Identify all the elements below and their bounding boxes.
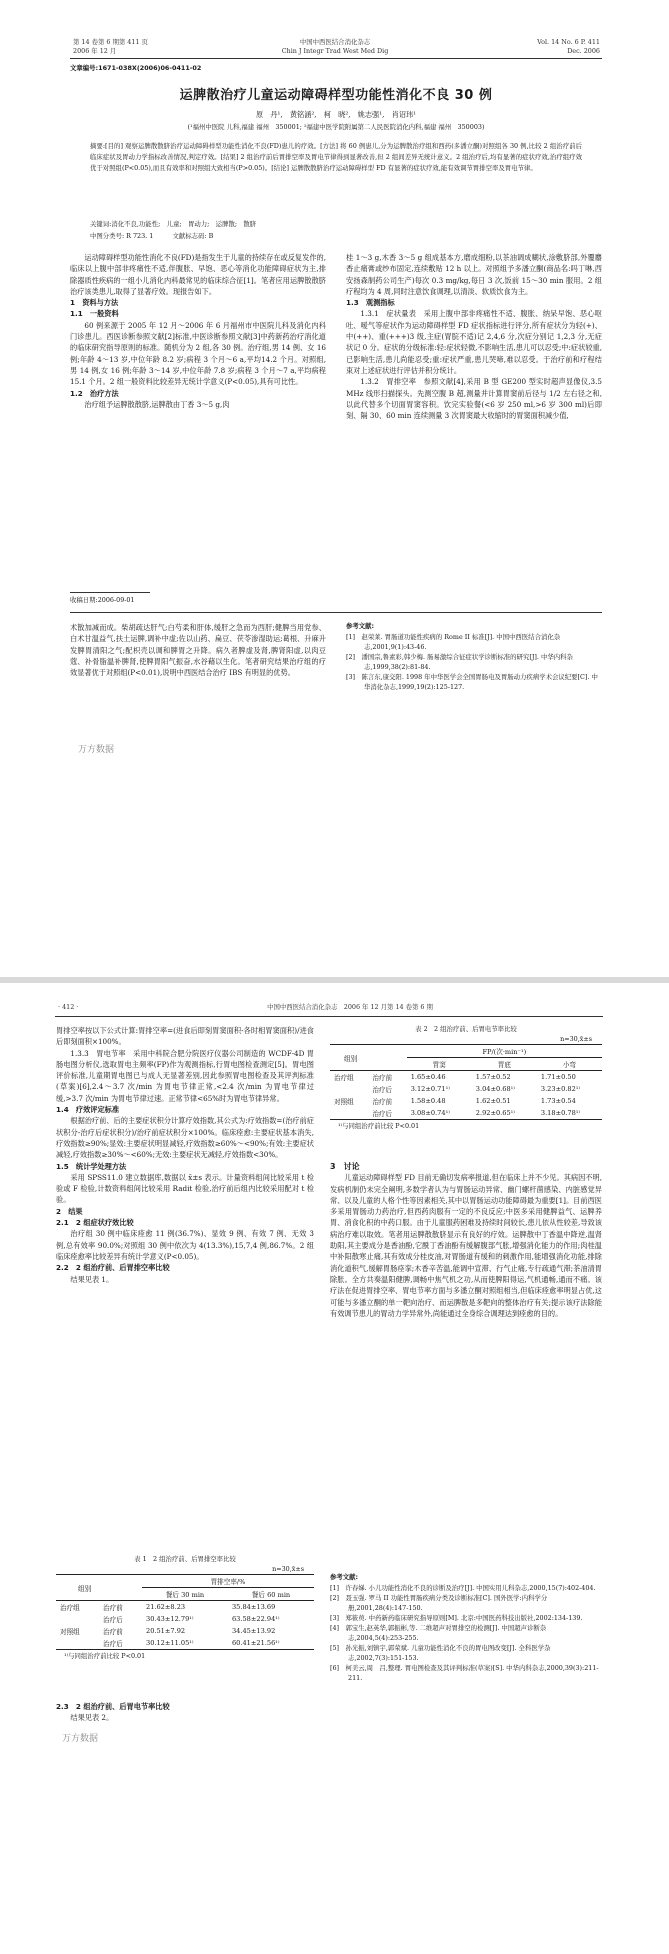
reference-item: [6] 柯美云,周 吕,整理. 胃电图检查及其评判标准(草案)[S]. 中华内科杂志,2000,39(3):211-211. [330,1663,599,1682]
reference-item: [3] 郑筱萸. 中药新药临床研究指导原则[M]. 北京:中国医药科技出版社,2002:134-139. [330,1613,583,1622]
page-divider [70,612,602,613]
table-cell: 30.12±11.05¹⁾ [146,1639,194,1648]
footnote-rule [70,592,150,593]
treatment-continued: 桂 1～3 g,木香 3～5 g 组成基本方,磨成细粉,以茶油调成糊状,涂敷脐部,外覆麝香止痛膏或纱布固定,连续敷贴 12 h 以上。对照组予多潘立酮(商品名:吗丁啉,西安扬森制药公司生产)每次 0.3 mg/kg,每日 3 次,饭前 15～30 min 服用。2 组疗程均为 4 周,同时注意饮食调理,以清淡、软质饮食为主。 [346,253,602,296]
table-cell: 3.04±0.68¹⁾ [475,1085,515,1094]
watermark: 万方数据 [62,1734,99,1744]
section-heading: 3 讨论 [330,1162,360,1171]
table-cell: 治疗后 [372,1110,393,1119]
table-subcaption: n=30,x̄±s [560,1034,592,1043]
gastric-rhythm-paragraph: 1.3.3 胃电节率 采用中科院合肥分院医疗仪器公司制造的 WCDF-4D 胃肠电图分析仪,选取胃电主频率(FP)作为观测指标,行胃电图检查测定[5]。胃电图评价标准,儿童期胃电图已与成人无显著差别,因此参照胃电图检查及其评判标准(草案)[6],2.4～3.7 次/min 为胃电节律正常,<2.4 次/min 为胃电节律过缓,>3.7 次/min 为胃电节律过速。正常节律<65%时为胃电节律异常。 [56,1048,314,1103]
left-column [70,252,326,410]
statistics-paragraph: 采用 SPSS11.0 建立数据库,数据以 x̄±s 表示。计量资料组间比较采用 t 检验或 F 检验,计数资料组间比较采用 Radit 检验,治疗前后组内比较采用配对 t 检验。 [56,1172,314,1205]
authors: 原 丹¹, 黄铭涵², 柯 晓², 姚志强¹, 肖诏玮¹ [255,110,417,119]
subsection-heading: 1.5 统计学处理方法 [56,1161,127,1171]
table-cell: 3.08±0.74¹⁾ [410,1109,450,1118]
table-cell [56,1637,99,1650]
table-caption: 表 1 2 组治疗前、后胃排空率比较 [134,1555,236,1563]
table-caption: 表 2 2 组治疗前、后胃电节率比较 [415,1025,517,1033]
subsection-heading: 1.4 疗效评定标准 [56,1105,120,1115]
table-cell: 1.58±0.48 [410,1097,446,1106]
table-header-main: 胃排空率/% [142,1575,314,1588]
affiliations: (¹福州中医院 儿科,福建 福州 350001; ²福建中医学院附属第二人民医院消化内科,福建 福州 350003) [187,123,485,131]
header-rule [55,1016,603,1017]
table-1 [56,1555,314,1662]
journal-name-en: Chin J Integr Trad West Med Dig [281,46,389,55]
table-header-col: 餐后 60 min [251,1591,291,1600]
table-row [330,1107,602,1120]
subsection-heading: 2.1 2 组症状疗效比较 [56,1218,134,1228]
table-cell: 21.62±8.23 [146,1603,186,1612]
header-date-en: Dec. 2006 [567,46,600,55]
table-cell: 1.65±0.46 [410,1073,446,1082]
table-cell: 3.18±0.78¹⁾ [540,1109,581,1118]
header-left [73,38,148,55]
table-cell [56,1613,99,1625]
table-header-col: 餐后 30 min [165,1591,205,1600]
section-heading: 2 结果 [56,1206,83,1216]
table-header-group: 组别 [56,1575,142,1601]
table-header-main: FP/(次·min⁻¹) [407,1045,602,1058]
table-cell: 治疗后 [103,1616,123,1625]
table-row [56,1625,314,1637]
gastric-emptying-paragraph: 1.3.2 胃排空率 参照文献[4],采用 B 型 GE200 型实时超声显像仪,3.5 MHz 线形扫描探头。先测空腹 B 超,测量并计算胃窦前后径与 1/2 左右径之和,以此代替多个切面胃窦容积。饮完实验餐(<6 岁 250 ml,>6 岁 300 ml)后即刻、隔 30、60 min 连续测量 3 次胃窦最大收缩时的胃窦面积减少值, [346,377,602,421]
left-column-bottom [56,1701,314,1724]
table-cell [330,1083,368,1095]
table-cell: 30.43±12.79¹⁾ [146,1615,194,1624]
reference-item: [1] 赵荣莱. 胃肠道功能性疾病的 Rome II 标准[J]. 中国中西医结合消化杂志,2001,9(1):43-46. [346,632,561,651]
efficacy-paragraph: 治疗组 30 例中临床痊愈 11 例(36.7%)、显效 9 例、有效 7 例、无效 3 例,总有效率 90.0%;对照组 30 例中依次为 4(13.3%),15,7,4 例,86.7%。2 组临床痊愈率比较差异有统计学意义(P<0.05)。 [56,1229,314,1261]
subsection-heading: 1.2 治疗方法 [70,388,119,398]
header-right [500,38,600,55]
general-data-paragraph: 60 例来源于 2005 年 12 月～2006 年 6 月福州市中医院儿科及消化内科门诊患儿。西医诊断参照文献[2]标准,中医诊断参照文献[3]中药新药治疗消化道的临床研究指导原则的标准。随机分为 2 组,各 30 例。治疗组,男 14 例、女 16 例;年龄 4～13 岁,中位年龄 8.2 岁;病程 3 个月～6 a,平均14.2 个月。对照组,男 14 例,女 16 例;年龄 3～14 岁,中位年龄 7.8 岁;病程 3 个月～7 a,平均病程 15.1 个月。2 组一般资料比较差异无统计学意义(P<0.05),具有可比性。 [70,320,326,387]
reference-list [346,632,602,692]
reference-item: [5] 孙光振,刘镇宇,郭荣斌. 儿童功能性消化不良的胃电图改变[J]. 全科医学杂志,2002,7(3):151-153. [330,1643,551,1662]
article-number: 文章编号:1671-038X(2006)06-0411-02 [70,64,202,72]
discussion-continued: 术散加减而成。柴胡疏达肝气;白芍柔和肝体,缓肝之急而为西肝;健脾当用党参、白术甘温益气,扶土运脾,调补中虚;佐以山药、扁豆、茯苓渗湿助运;葛根、升麻升发脾胃清阳之气;配枳壳以调和脾胃之升降。病久者脾虚及肾,脾肾阳虚,以肉豆蔻、补骨脂温补脾肾,使脾胃阳气振奋,水谷藉以生化。笔者研究结果治疗组的疗效显著优于对照组(P<0.01),说明中西医结合治疗 IBS 有明显的优势。 [70,623,326,678]
table-cell: 治疗前 [103,1628,123,1637]
table-cell: 60.41±21.56¹⁾ [231,1639,280,1648]
table2-reference: 结果见表 2。 [70,1713,114,1723]
reference-item: [4] 郭宝生,赵英华,郭振彬,等. 二维超声对胃排空的检测[J]. 中国超声诊断杂志,2004,5(4):253-255. [330,1623,547,1642]
table-row [56,1637,314,1650]
journal-name-cn: 中国中西医结合消化杂志 [299,38,371,46]
table-cell: 2.92±0.65¹⁾ [475,1109,515,1118]
reference-item: [1] 许春娣. 小儿功能性消化不良的诊断及治疗[J]. 中国实用儿科杂志,2000,15(7):402-404. [330,1583,596,1592]
table-cell: 1.73±0.54 [540,1097,576,1106]
subsection-heading: 1.1 一般资料 [70,309,119,319]
right-column [346,252,602,421]
table-header-col: 小弯 [562,1061,577,1070]
treatment-paragraph: 治疗组予运脾散散脐,运脾散由丁香 3～5 g,肉 [84,399,230,409]
criteria-paragraph: 根据治疗前、后的主要症状积分计算疗效指数,其公式为:疗效指数=(治疗前症状积分-治疗后症状积分)/治疗前症状积分×100%。临床痊愈:主要症状基本消失,疗效指数≥90%;显效:主要症状明显减轻,疗效指数≥60%～<90%;有效:主要症状减轻,疗效指数≥30%～<60%;无效:主要症状无减轻,疗效指数<30%。 [56,1116,314,1160]
table-row [56,1601,314,1614]
left-column-lower [70,622,326,678]
table-cell: 1.57±0.52 [475,1073,511,1082]
table-header-col: 胃底 [497,1061,511,1070]
table-cell: 1.62±0.51 [475,1097,511,1106]
references-title: 参考文献: [330,1573,359,1581]
table-cell: 20.51±7.92 [146,1627,186,1636]
classification: 中图分类号: R 723. 1 文献标志码: B [90,232,214,240]
table-subcaption: n=30,x̄±s [272,1564,304,1573]
article-title: 运脾散治疗儿童运动障碍样型功能性消化不良 30 例 [179,88,493,103]
table-cell: 对照组 [60,1628,80,1637]
reference-item: [3] 陈言东,康交阳. 1998 年中华医学会全国胃肠电及胃肠动力疾病学术会议纪要[C]. 中华消化杂志,1999,19(2):125-127. [346,672,598,691]
keywords: 关键词:消化不良,功能性; 儿童; 胃动力; 运脾散; 散脐 [90,220,257,228]
left-column [56,1025,314,1285]
received-date: 收稿日期:2006-09-01 [70,596,135,604]
table-2-grid [330,1044,602,1120]
page-number: · 412 · [58,1003,79,1011]
references-block [330,1573,602,1683]
table-cell: 3.12±0.71¹⁾ [410,1085,450,1094]
table-cell: 治疗后 [372,1086,393,1095]
table-2 [330,1025,602,1132]
subsection-heading: 1.3 观测指标 [346,298,395,308]
discussion-paragraph: 儿童运动障碍样型 FD 目前无确切发病率报道,但在临床上并不少见。其病因不明,发病机制仍未完全阐明,多数学者认为与胃肠运动异常、幽门螺杆菌感染、内脏感觉异常、以及儿童的人格个性等因素相关,其中以胃肠运动功能障碍最为重要[1]。目前西医多采用胃肠动力药治疗,但西药肉服有一定的不良反应;中医多采用健脾益气、运脾养胃、消食化积的中药口服。由于儿童服药困难及持续时间较长,患儿依从性较差,导致该病治疗难以取效。笔者用运脾散散脐显示有良好的疗效。运脾散中丁香温中降逆,温肾助阳,其主要成分是香油酚,它酰丁香油酚有缓解腹部气胀,增强消化能力的作用;肉桂温中补阳散寒止痛,其有效成分桂皮油,对胃肠道有缓和的刺激作用,能增强消化功能,排除消化道积气,缓解胃肠痉挛;木香辛苦温,能调中宣滞、行气止痛,专行疏通气滞;茶油清胃除胀。全方共奏温阳健脾,调畅中焦气机之功,从而使脾阳得运,气机通畅,通而不痛。该疗法在促进胃排空率、胃电节率方面与多潘立酮对照组相当,但临床痊愈率明显占优,这可能与多潘立酮的单一靶向治疗、而运脾散是多靶向的整体治疗有关;提示该疗法除能有效调节患儿的胃动力学异常外,尚能通过全身综合调理达到痊愈的目的。 [330,1173,602,1318]
references-title: 参考文献: [346,622,375,630]
table-cell: 对照组 [334,1098,354,1107]
table-header-col: 胃窦 [432,1061,446,1070]
table-cell: 1.71±0.50 [540,1073,576,1082]
watermark: 万方数据 [78,745,115,755]
table-cell: 34.45±13.92 [231,1627,276,1636]
abstract: 摘要:[目的] 观察运脾散散脐治疗运动障碍样型功能性消化不良(FD)患儿的疗效。[方法] 将 60 例患儿,分为运脾散治疗组和西药(多潘立酮)对照组各 30 例,比较 2 组治疗前后临床症状及胃动力学指标改善情况,判定疗效。[结果] 2 组治疗前后胃排空率及胃电节律得到显著改善,但 2 组间差异无统计意义。2 组治疗后,均有显著的症状疗效,治疗组疗效优于对照组(P<0.05),而且有效率和对照组大致相当(P>0.05)。[结论] 运脾散散脐治疗运动障碍样型 FD 有显著的症状疗效,能有效调节胃排空率及胃电节律。 [90,142,582,172]
table-cell: 3.23±0.82¹⁾ [540,1085,581,1094]
table-cell: 治疗组 [334,1074,354,1083]
page-two [0,983,669,1954]
symptom-scale-paragraph: 1.3.1 症状量表 采用上腹中部非疼痛性不适、腹胀、纳呆早饱、恶心呕吐、嗳气等症状作为运动障碍样型 FD 症状指标进行评分,所有症状分为轻(+)、中(++)、重(+++)3 级,主症(胃脘不适)记 2,4,6 分,次症分别记 1,2,3 分,无症状记 0 分。症状的分级标准:轻:症状轻微,不影响生活,患儿可以忍受;中:症状较重,已影响生活,患儿尚能忍受;重:症状严重,患儿哭啼,难以忍受。于治疗前和疗程结束对上述症状进行评估并积分统计。 [346,309,602,375]
references-block [346,622,602,692]
section-heading: 1 资料与方法 [70,298,119,308]
table-row [330,1071,602,1084]
table-cell: 治疗前 [372,1074,393,1083]
subsection-heading: 2.2 2 组治疗前、后胃排空率比较 [56,1263,170,1273]
table-cell: 治疗后 [103,1640,123,1649]
formula-paragraph: 胃排空率按以下公式计算:胃排空率=(进食后即刻胃窦面积-各时相胃窦面积)/进食后即刻面积×100%。 [56,1026,314,1047]
table-cell: 治疗前 [372,1098,393,1107]
header-rule [70,58,602,59]
header-volume: 第 14 卷第 6 期第 411 页 [73,38,148,46]
subsection-heading: 2.3 2 组治疗前、后胃电节率比较 [56,1702,170,1711]
table-1-grid [56,1574,314,1650]
reference-item: [2] 聂玉强. 罗马 II 功能性胃肠疾病分类及诊断标准[C]. 国外医学:内科学分册,2001,28(4):147-150. [330,1593,548,1612]
table-row [56,1613,314,1625]
table-cell [330,1107,368,1120]
table1-reference: 结果见表 1。 [70,1274,114,1284]
table-cell: 治疗前 [103,1604,123,1613]
reference-item: [2] 潘国宗,鲁素彩,韩少梅. 肠易激综合征症状学诊断标准的研究[J]. 中华内科杂志,1999,38(2):81-84. [346,652,573,671]
right-column [330,1161,602,1319]
table-cell: 35.84±13.69 [231,1603,276,1612]
header-date: 2006 年 12 月 [73,46,117,55]
table-row [330,1083,602,1095]
intro-paragraph: 运动障碍样型功能性消化不良(FD)是指发生于儿童的持续存在或反复发作的,临床以上腹中部非疼痛性不适,伴腹胀、早饱、恶心等消化功能障碍症状为主,排除器质性疾病的一组小儿消化内科最常见的临床综合征[1]。笔者应用运脾散散脐治疗该类患儿,取得了显著疗效。现报告如下。 [70,253,326,296]
table-cell: 治疗组 [60,1604,80,1613]
table-note: ¹⁾与同组治疗前比较 P<0.01 [338,1122,420,1131]
header-center [240,38,430,55]
table-cell: 63.58±22.94¹⁾ [231,1615,280,1624]
header-volume-en: Vol. 14 No. 6 P. 411 [537,38,600,46]
table-header-group: 组别 [330,1045,407,1071]
running-header: 中国中西医结合消化杂志 2006 年 12 月第 14 卷第 6 期 [267,1003,433,1011]
reference-list [330,1583,602,1683]
table-row [330,1095,602,1107]
table-note: ¹⁾与同组治疗前比较 P<0.01 [64,1652,146,1661]
